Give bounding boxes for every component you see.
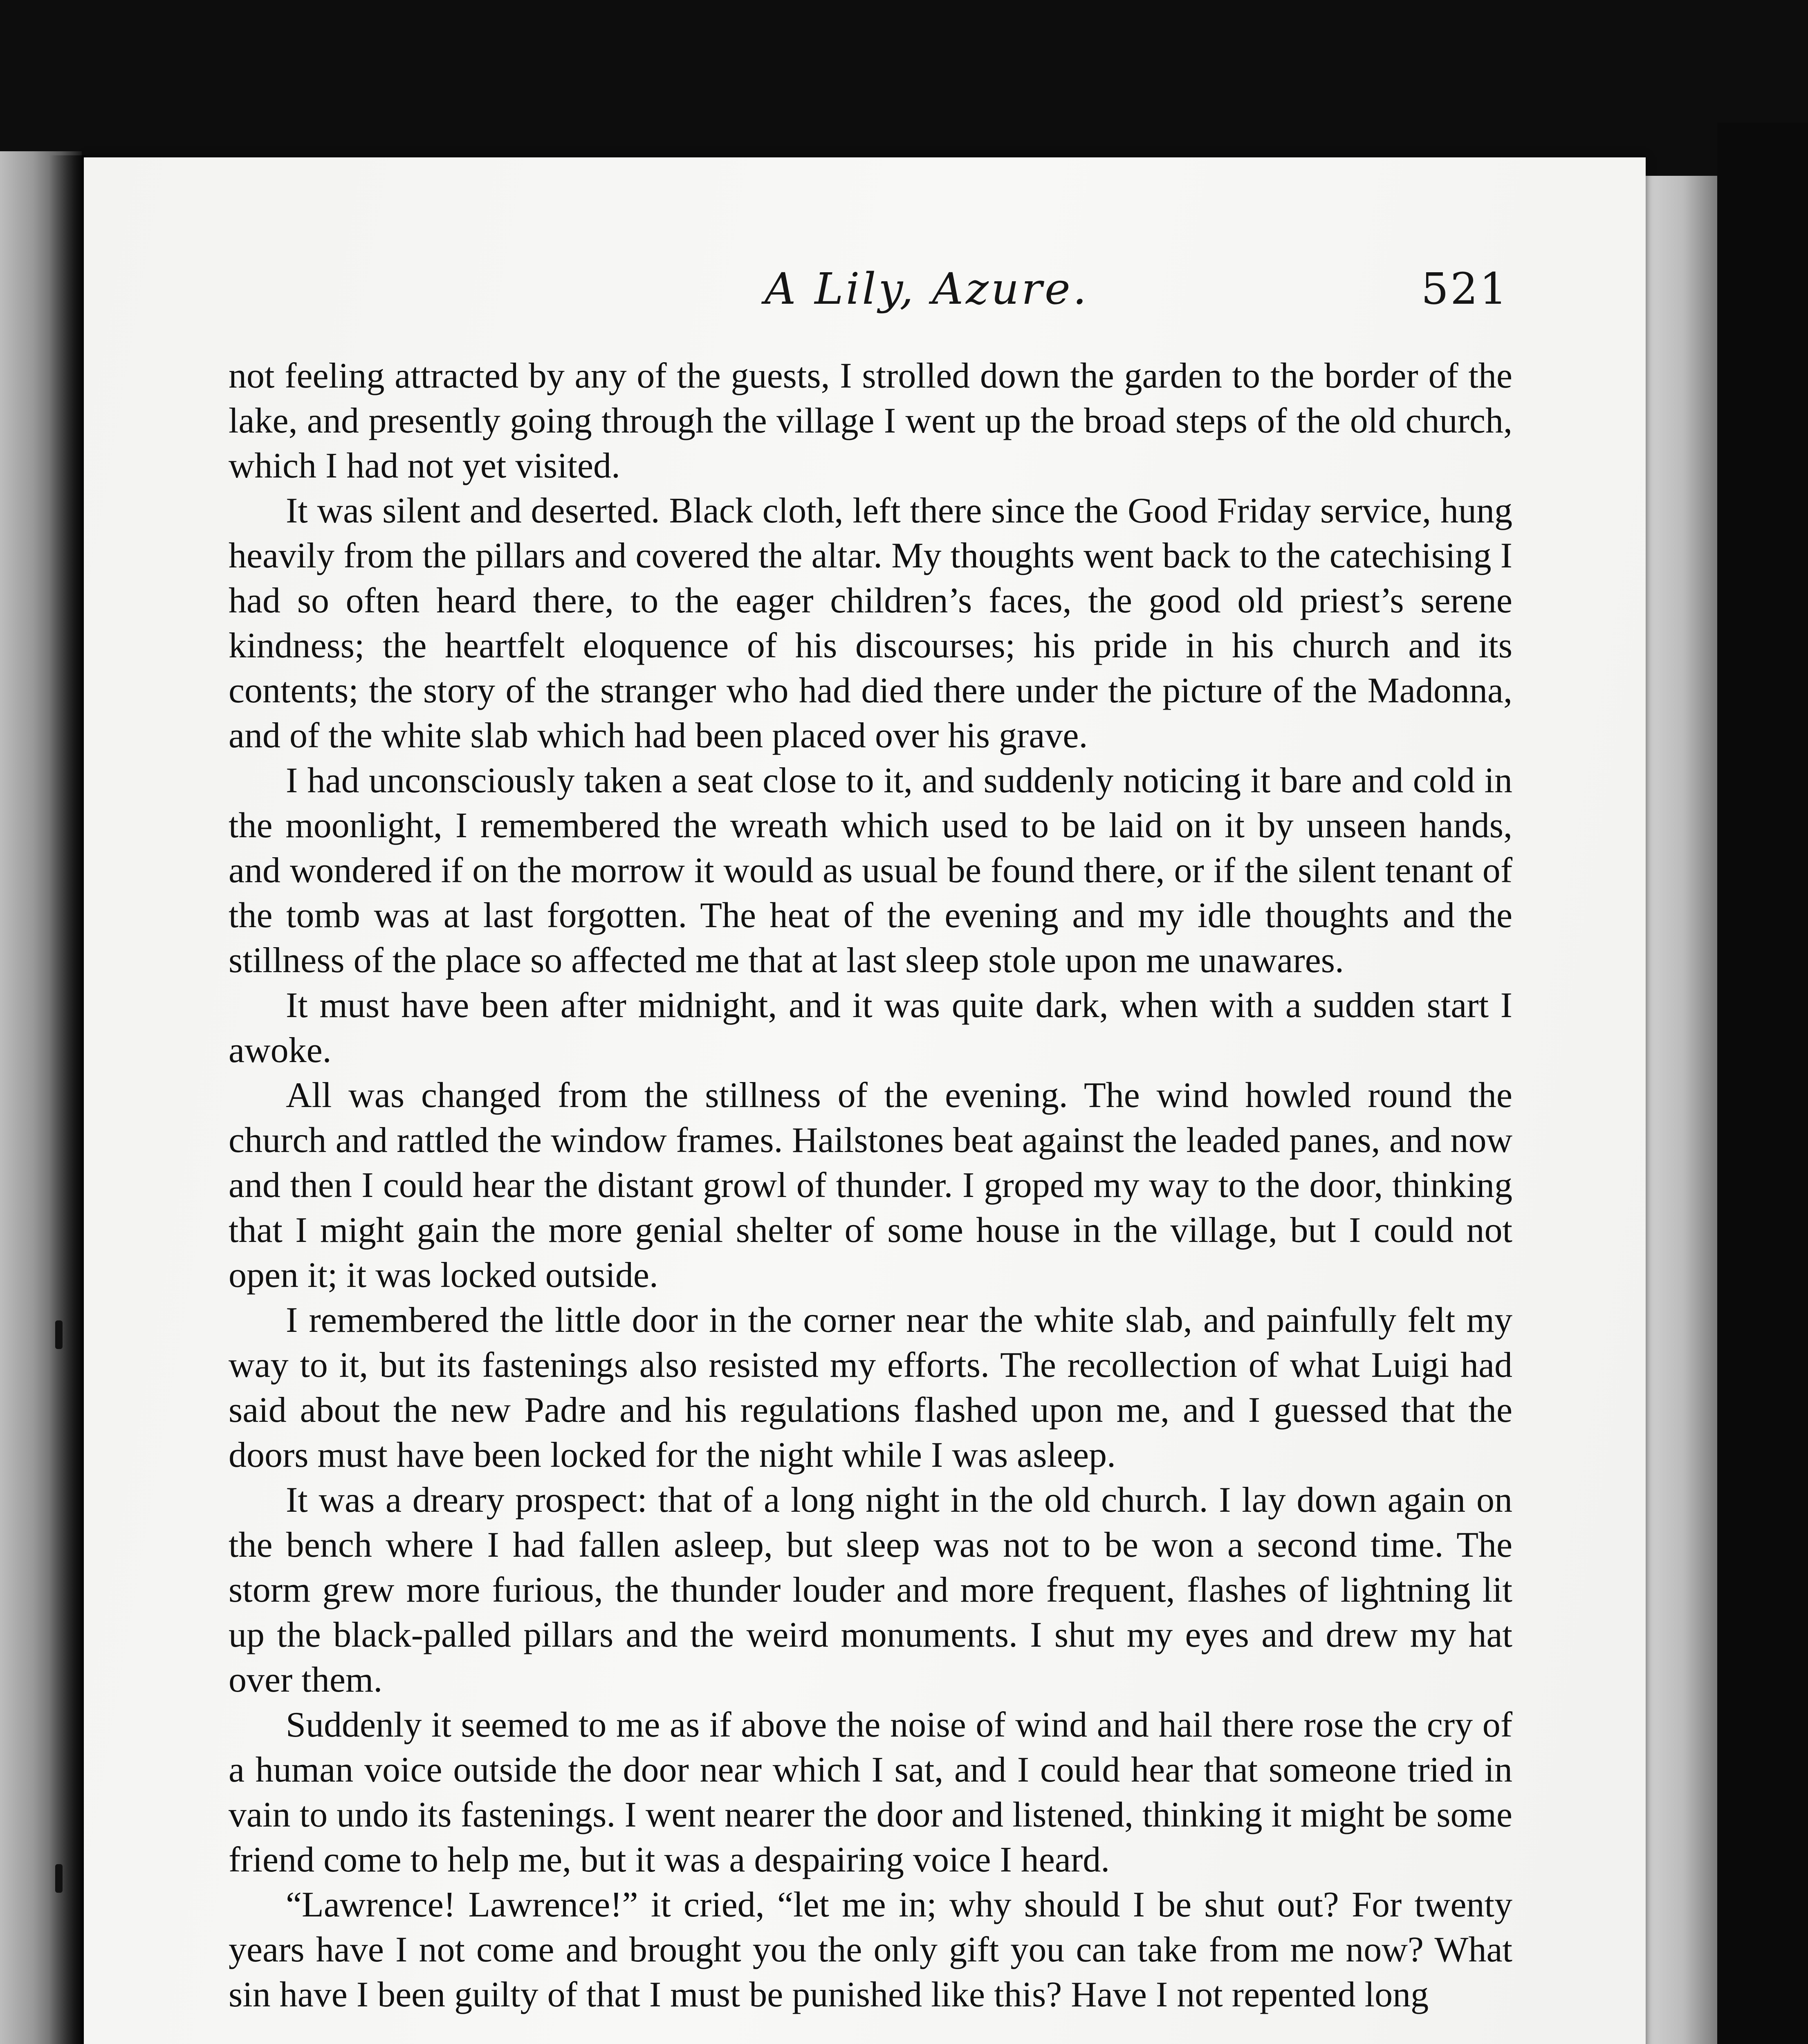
- running-title: A Lily, Azure.: [765, 264, 1089, 314]
- binding-mark: [55, 1864, 63, 1893]
- page-header: [315, 264, 1509, 333]
- paragraph: I remembered the little door in the corner near the white slab, and painfully felt my way to it, but its fastenings also resisted my efforts. The recollection of what Luigi had said about the new Padre and his regulations flashed upon me, and I guessed that the doors must have been locked for the night while I was asleep.: [229, 1300, 1512, 1475]
- paragraph: It was silent and deserted. Black cloth, left there since the Good Friday service, hung heavily from the pillars and covered the altar. My thoughts went back to the catechising I had so often heard there, to the eager children’s faces, the good old priest’s serene kindness; the heartfelt eloquence of his discourses; his pride in his church and its contents; the story of the stranger who had died there under the picture of the Madonna, and of the white slab which had been placed over his grave.: [229, 491, 1512, 755]
- paragraph: It must have been after midnight, and it was quite dark, when with a sudden start I awoke.: [229, 986, 1512, 1070]
- binding-mark: [55, 1320, 63, 1349]
- paragraph: All was changed from the stillness of the evening. The wind howled round the church and rattled the window frames. Hailstones beat against the leaded panes, and now and then I could hear the distant growl of thunder. I groped my way to the door, thinking that I might gain the more genial shelter of some house in the village, but I could not open it; it was locked outside.: [229, 1076, 1512, 1295]
- book-page: [84, 157, 1646, 2044]
- page-number: 521: [1421, 264, 1509, 314]
- paragraph: Suddenly it seemed to me as if above the noise of wind and hail there rose the cry of a human voice outside the door near which I sat, and I could hear that someone tried in vain to undo its fastenings. I went nearer the door and listened, thinking it might be some friend come to help me, but it was a despairing voice I heard.: [229, 1705, 1512, 1880]
- scan-background-right: [1717, 123, 1808, 2044]
- body-text: [229, 354, 1512, 2017]
- paragraph: not feeling attracted by any of the guests, I strolled down the garden to the border of the lake, and presently going through the village I went up the broad steps of the old church, which I had not yet visited.: [229, 356, 1512, 486]
- paragraph: “Lawrence! Lawrence!” it cried, “let me in; why should I be shut out? For twenty years have I not come and brought you the only gift you can take from me now? What sin have I been guilty of that I must be punished like this? Have I not repented long: [229, 1885, 1512, 2015]
- binding-shadow: [49, 155, 86, 2044]
- paragraph: I had unconsciously taken a seat close to it, and suddenly noticing it bare and cold in the moonlight, I remembered the wreath which used to be laid on it by unseen hands, and wondered if on the morrow it would as usual be found there, or if the silent tenant of the tomb was at last forgotten. The heat of the evening and my idle thoughts and the stillness of the place so affected me that at last sleep stole upon me unawares.: [229, 761, 1512, 980]
- paragraph: It was a dreary prospect: that of a long night in the old church. I lay down again on the bench where I had fallen asleep, but sleep was not to be won a second time. The storm grew more furious, the thunder louder and more frequent, flashes of lightning lit up the black-palled pillars and the weird monuments. I shut my eyes and drew my hat over them.: [229, 1480, 1512, 1700]
